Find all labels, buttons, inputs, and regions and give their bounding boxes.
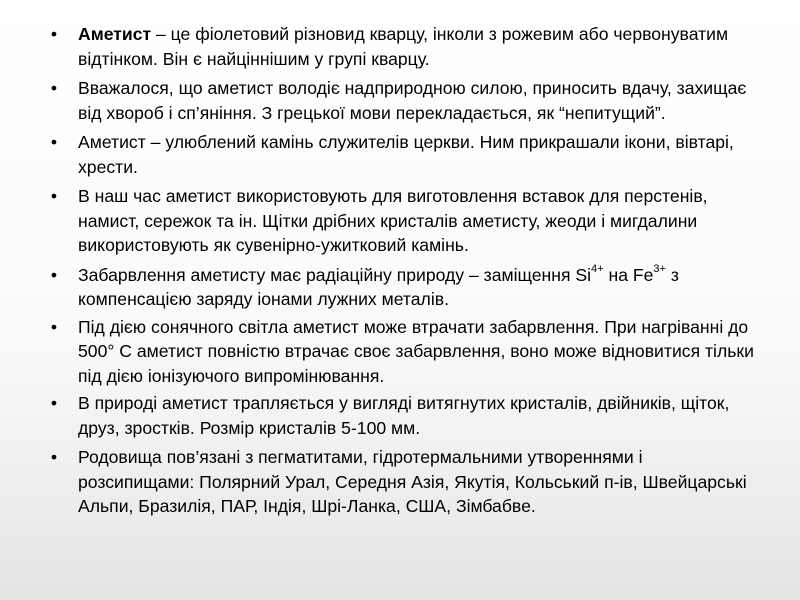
heat-text: Під дією сонячного світла аметист може втрачати забарвлення. При нагріванні до 500° С аметист повністю втрачає своє забарвлення, воно може відновитися тільки під дією іонізуючого випромінювання. (78, 316, 754, 386)
bullet-item-beliefs (0, 76, 800, 125)
slide-content (0, 22, 800, 524)
term-amethyst: Аметист (78, 24, 152, 44)
bullet-dot: • (50, 447, 58, 467)
bullet-item-heat (0, 315, 800, 389)
bullet-item-definition (0, 22, 800, 71)
nature-text: В природі аметист трапляється у вигляді витягнутих кристалів, двійників, щіток, друз, зростків. Розмір кристалів 5-100 мм. (78, 393, 730, 438)
bullet-dot: • (50, 316, 58, 337)
si-charge: 4+ (591, 262, 604, 275)
coloration-text-1: Забарвлення аметисту має радіаційну природу – заміщення Si (78, 264, 592, 285)
bullet-item-deposits (0, 445, 800, 519)
bullet-item-church (0, 130, 800, 179)
bullet-item-usage (0, 184, 800, 258)
bullet-dot: • (50, 78, 58, 98)
church-text: Аметист – улюблений камінь служителів церкви. Ним прикрашали ікони, вівтарі, хрести. (78, 132, 734, 177)
bullet-list (0, 22, 800, 519)
fe-charge: 3+ (653, 262, 666, 275)
deposits-text: Родовища пов’язані з пегматитами, гідротермальними утвореннями і розсипищами: Полярний Урал, Середня Азія, Якутія, Кольський п-ів, Швейцарські Альпи, Бразилія, ПАР, Індія, Шрі-Ланка, США, Зімбабве. (78, 447, 747, 516)
bullet-dot: • (50, 186, 58, 206)
bullet-item-nature (0, 391, 800, 440)
beliefs-text: Вважалося, що аметист володіє надприродною силою, приносить вдачу, захищає від хвороб і сп’яніння. З грецької мови перекладається, як “непитущий”. (78, 78, 747, 123)
coloration-text-3: з компенсацією заряду іонами лужних металів. (78, 264, 679, 309)
usage-text: В наш час аметист використовують для виготовлення вставок для перстенів, намист, сережок та ін. Щітки дрібних кристалів аметисту, жеоди і мигдалини використовують як сувенірно-ужитковий камінь. (78, 186, 708, 255)
bullet-dot: • (50, 264, 58, 285)
bullet-dot: • (50, 132, 58, 152)
definition-text: – це фіолетовий різновид кварцу, інколи з рожевим або червонуватим відтінком. Він є найціннішим у групі кварцу. (78, 24, 729, 69)
bullet-dot: • (50, 393, 58, 413)
coloration-text-2: на Fe (603, 264, 654, 285)
bullet-dot: • (50, 24, 58, 44)
bullet-item-coloration (0, 263, 800, 312)
